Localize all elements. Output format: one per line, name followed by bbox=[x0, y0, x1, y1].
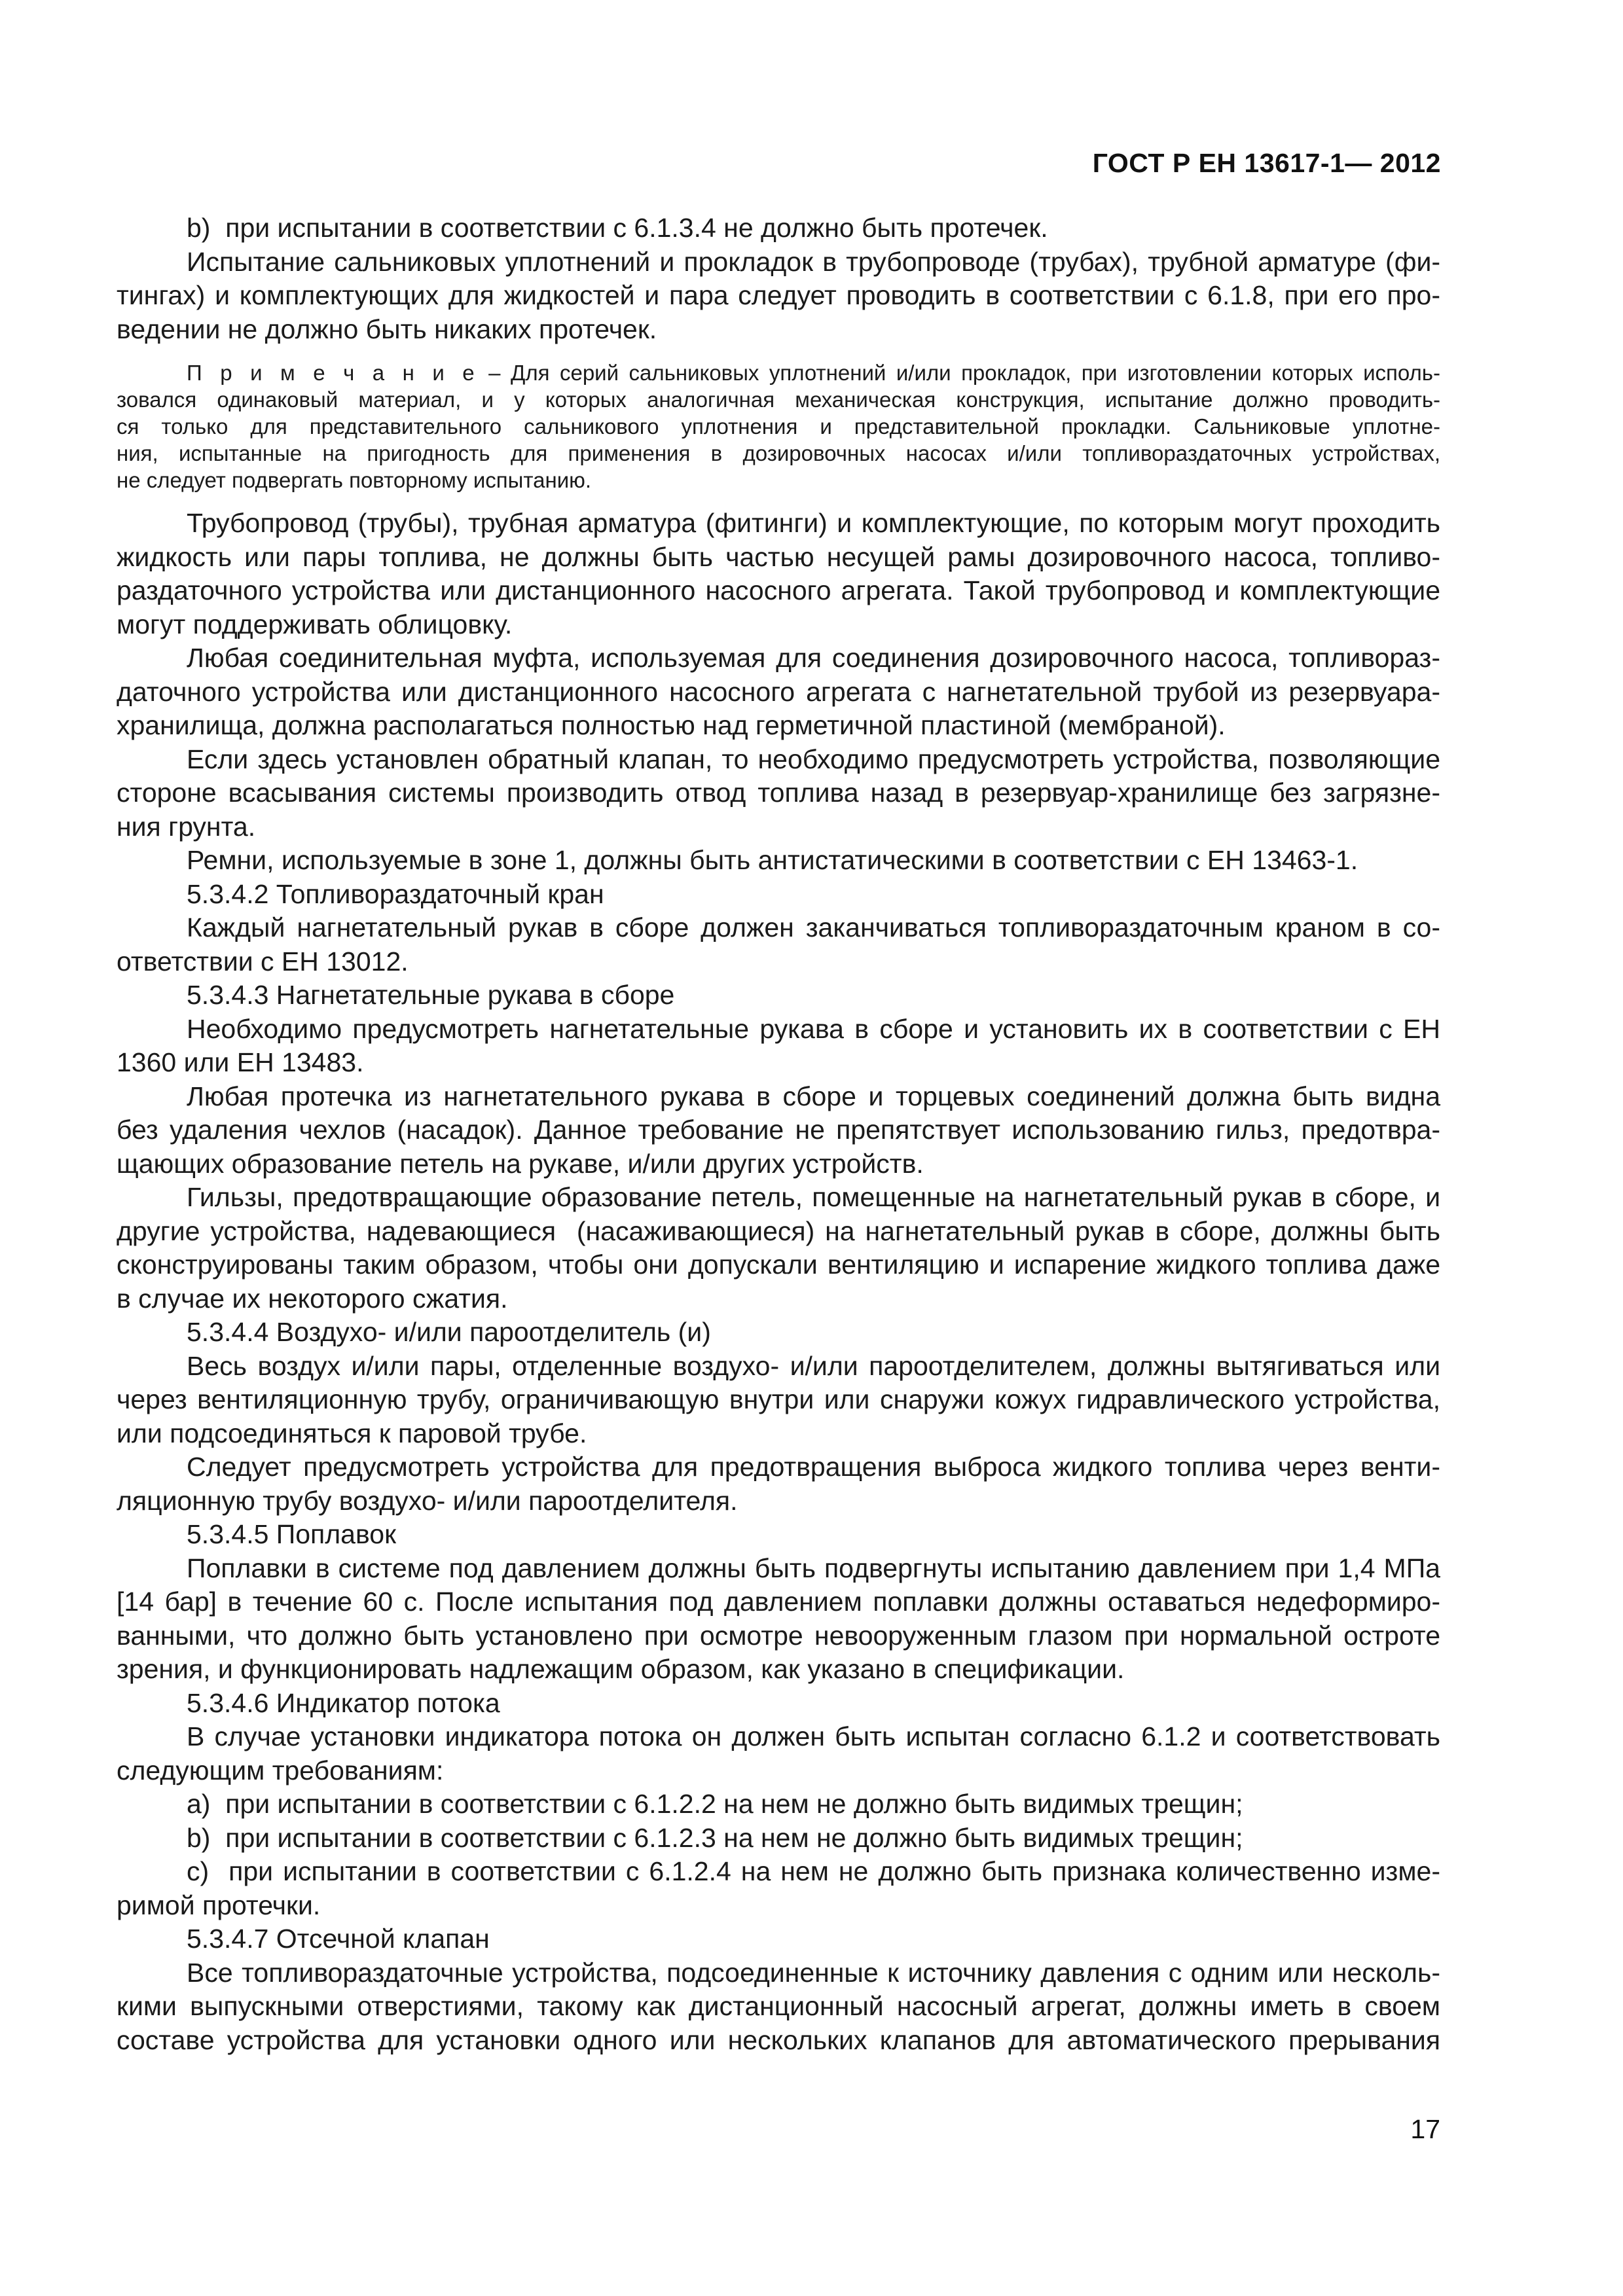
text-line: следующим требованиям: bbox=[117, 1755, 444, 1785]
text-line: или подсоединяться к паровой трубе. bbox=[117, 1418, 587, 1448]
note-line: ния, испытанные на пригодность для применения в дозировочных насосах и/или топливораздаточных устройствах, bbox=[117, 441, 1440, 465]
text-block-main bbox=[117, 507, 1440, 2057]
text-line: ния грунта. bbox=[117, 811, 256, 842]
text-line: 5.3.4.4 Воздухо- и/или пароотделитель (и) bbox=[187, 1317, 711, 1347]
text-line: c) при испытании в соответствии с 6.1.2.4 на нем не должно быть признака количественно изме- bbox=[187, 1856, 1440, 1886]
text-line: в случае их некоторого сжатия. bbox=[117, 1283, 508, 1314]
text-line: Гильзы, предотвращающие образование петель, помещенные на нагнетательный рукав в сборе, и bbox=[187, 1182, 1440, 1212]
note-line: не следует подвергать повторному испытанию. bbox=[117, 468, 592, 492]
text-line: Каждый нагнетательный рукав в сборе должен заканчиваться топливораздаточным краном в со- bbox=[187, 912, 1440, 942]
text-line: Любая соединительная муфта, используемая для соединения дозировочного насоса, топливораз- bbox=[187, 643, 1440, 673]
text-line: римой протечки. bbox=[117, 1890, 321, 1920]
note-first-line-text: – Для серий сальниковых уплотнений и/или прокладок, при изготовлении которых исполь- bbox=[478, 361, 1440, 385]
text-line: ванными, что должно быть установлено при осмотре невооруженным глазом при нормальной остроте bbox=[117, 1620, 1440, 1651]
text-line: раздаточного устройства или дистанционного насосного агрегата. Такой трубопровод и комплектующие bbox=[117, 575, 1440, 605]
text-line: 5.3.4.5 Поплавок bbox=[187, 1519, 397, 1549]
text-line: кими выпускными отверстиями, такому как дистанционный насосный агрегат, должны иметь в своем bbox=[117, 1991, 1440, 2021]
text-line: Весь воздух и/или пары, отделенные воздухо- и/или пароотделителем, должны вытягиваться или bbox=[187, 1350, 1440, 1381]
text-line: через вентиляционную трубу, ограничивающую внутри или снаружи кожух гидравлического устройства, bbox=[117, 1384, 1440, 1414]
text-line: b) при испытании в соответствии с 6.1.3.4 не должно быть протечек. bbox=[187, 213, 1048, 243]
text-line: Ремни, используемые в зоне 1, должны быть антистатическими в соответствии с ЕН 13463-1. bbox=[187, 845, 1359, 875]
text-line: без удаления чехлов (насадок). Данное требование не препятствует использованию гильз, предотвра- bbox=[117, 1115, 1440, 1145]
note-first-line bbox=[117, 359, 1440, 386]
note-block bbox=[117, 359, 1440, 493]
text-line: [14 бар] в течение 60 с. После испытания под давлением поплавки должны оставаться недеформиро- bbox=[117, 1587, 1440, 1617]
text-line: Любая протечка из нагнетательного рукава в сборе и торцевых соединений должна быть видна bbox=[187, 1081, 1440, 1111]
text-line: 5.3.4.7 Отсечной клапан bbox=[187, 1924, 490, 1954]
text-line: 1360 или ЕН 13483. bbox=[117, 1047, 364, 1077]
text-line: Все топливораздаточные устройства, подсоединенные к источнику давления с одним или несколь- bbox=[187, 1957, 1440, 1988]
page-number: 17 bbox=[1410, 2114, 1440, 2144]
text-line: даточного устройства или дистанционного насосного агрегата с нагнетательной трубой из резервуара- bbox=[117, 676, 1440, 707]
text-line: ответствии с ЕН 13012. bbox=[117, 946, 409, 977]
note-line: ся только для представительного сальникового уплотнения и представительной прокладки. Сальниковые уплотне- bbox=[117, 414, 1440, 439]
text-line: Если здесь установлен обратный клапан, то необходимо предусмотреть устройства, позволяющие bbox=[187, 744, 1440, 774]
document-body bbox=[117, 211, 1440, 2057]
text-line: Испытание сальниковых уплотнений и прокладок в трубопроводе (трубах), трубной арматуре (фи- bbox=[187, 246, 1440, 277]
text-line: щающих образование петель на рукаве, и/или других устройств. bbox=[117, 1148, 924, 1179]
text-line: сконструированы таким образом, чтобы они допускали вентиляцию и испарение жидкого топлива даже bbox=[117, 1249, 1440, 1280]
note-lines bbox=[117, 386, 1440, 493]
text-line: В случае установки индикатора потока он должен быть испытан согласно 6.1.2 и соответствовать bbox=[187, 1721, 1440, 1751]
text-line: составе устройства для установки одного или нескольких клапанов для автоматического прерывания bbox=[117, 2024, 1440, 2055]
text-line: Необходимо предусмотреть нагнетательные рукава в сборе и установить их в соответствии с ЕН bbox=[187, 1013, 1440, 1044]
text-line: хранилища, должна располагаться полностью над герметичной пластиной (мембраной). bbox=[117, 710, 1226, 740]
text-line: жидкость или пары топлива, не должны быть частью несущей рамы дозировочного насоса, топливо- bbox=[117, 541, 1440, 572]
document-header-id: ГОСТ Р ЕН 13617-1— 2012 bbox=[1092, 148, 1441, 178]
text-line: Трубопровод (трубы), трубная арматура (фитинги) и комплектующие, по которым могут проходить bbox=[187, 508, 1440, 538]
text-line: другие устройства, надевающиеся (насаживающиеся) на нагнетательный рукав в сборе, должны быть bbox=[117, 1215, 1440, 1246]
text-line: зрения, и функционировать надлежащим образом, как указано в спецификации. bbox=[117, 1654, 1125, 1684]
text-line: Следует предусмотреть устройства для предотвращения выброса жидкого топлива через венти- bbox=[187, 1452, 1440, 1482]
text-line: 5.3.4.3 Нагнетательные рукава в сборе bbox=[187, 980, 675, 1010]
text-line: 5.3.4.6 Индикатор потока bbox=[187, 1687, 500, 1718]
text-line: могут поддерживать облицовку. bbox=[117, 609, 513, 639]
text-line: ляционную трубу воздухо- и/или пароотделителя. bbox=[117, 1485, 738, 1516]
text-line: тингах) и комплектующих для жидкостей и пара следует проводить в соответствии с 6.1.8, при его про- bbox=[117, 280, 1440, 310]
note-line: зовался одинаковый материал, и у которых аналогичная механическая конструкция, испытание должно проводить- bbox=[117, 387, 1440, 412]
text-line: b) при испытании в соответствии с 6.1.2.3 на нем не должно быть видимых трещин; bbox=[187, 1822, 1243, 1853]
text-block-intro bbox=[117, 211, 1440, 346]
text-line: Поплавки в системе под давлением должны быть подвергнуты испытанию давлением при 1,4 МПа bbox=[187, 1552, 1440, 1583]
text-line: 5.3.4.2 Топливораздаточный кран bbox=[187, 878, 604, 909]
text-line: ведении не должно быть никаких протечек. bbox=[117, 314, 657, 344]
text-line: стороне всасывания системы производить отвод топлива назад в резервуар-хранилище без загрязне- bbox=[117, 778, 1440, 808]
note-label: П р и м е ч а н и е bbox=[187, 361, 479, 385]
text-line: a) при испытании в соответствии с 6.1.2.2 на нем не должно быть видимых трещин; bbox=[187, 1789, 1243, 1819]
